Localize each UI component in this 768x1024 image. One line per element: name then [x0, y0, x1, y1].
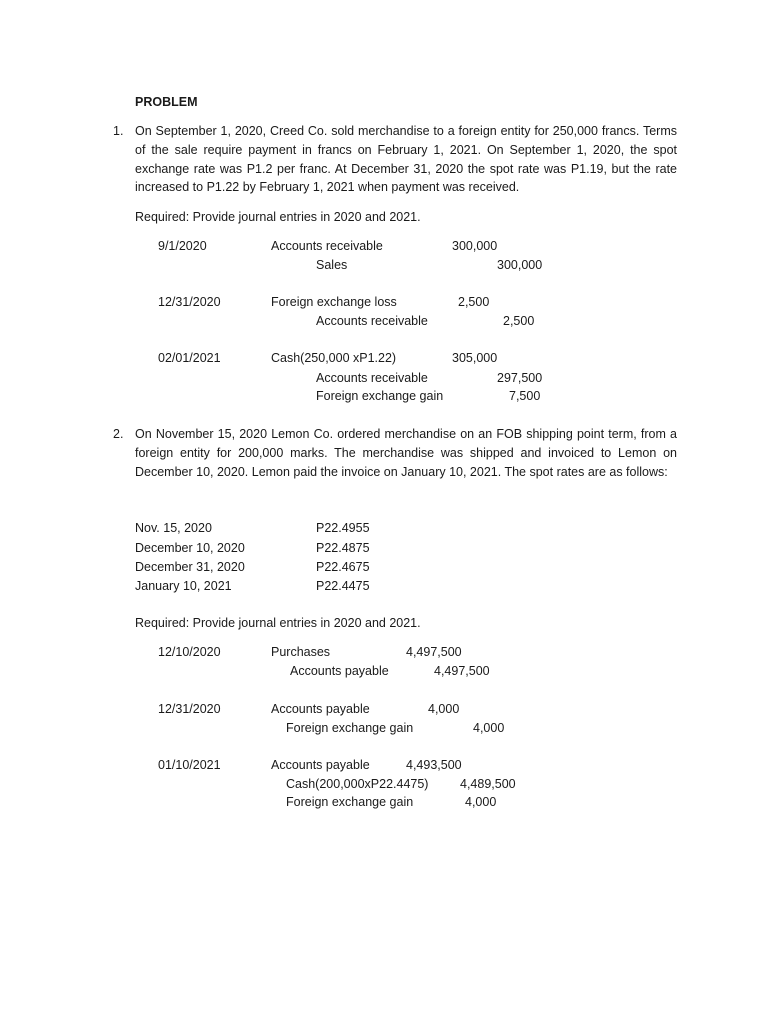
- entry-account: Cash(250,000 xP1.22): [271, 351, 397, 365]
- entry-debit: 4,497,500: [406, 645, 462, 659]
- problem-2-required: Required: Provide journal entries in 2020 and 2021.: [135, 616, 421, 630]
- problem-2-line: On November 15, 2020 Lemon Co. ordered merchandise on an FOB shipping point term, from a: [135, 427, 677, 441]
- entry-account: Foreign exchange gain: [316, 389, 444, 403]
- entry-credit: 4,000: [473, 721, 505, 735]
- document-title: PROBLEM: [135, 95, 198, 109]
- entry-credit: 300,000: [497, 258, 543, 272]
- entry-account: Accounts payable: [290, 664, 389, 678]
- entry-account: Purchases: [271, 645, 331, 659]
- problem-2-line: foreign entity for 200,000 marks. The merchandise was shipped and invoiced to Lemon on: [135, 445, 677, 460]
- entry-credit: 4,000: [465, 795, 497, 809]
- entry-account: Accounts payable: [271, 702, 370, 716]
- entry-account: Foreign exchange gain: [286, 795, 414, 809]
- entry-account: Sales: [316, 258, 348, 272]
- rate-value: P22.4475: [316, 579, 370, 593]
- entry-account: Accounts receivable: [316, 371, 428, 385]
- entry-credit: 4,489,500: [460, 777, 516, 791]
- rate-value: P22.4955: [316, 521, 370, 535]
- entry-debit: 4,000: [428, 702, 460, 716]
- entry-credit: 7,500: [509, 389, 541, 403]
- problem-2-number: 2.: [113, 427, 124, 441]
- entry-credit: 2,500: [503, 314, 535, 328]
- problem-1-line: On September 1, 2020, Creed Co. sold merchandise to a foreign entity for 250,000 francs. Terms: [135, 124, 677, 138]
- rate-date: Nov. 15, 2020: [135, 521, 212, 535]
- entry-account: Accounts receivable: [316, 314, 428, 328]
- entry-account: Cash(200,000xP22.4475): [286, 777, 429, 791]
- problem-1-text: [135, 122, 677, 197]
- entry-debit: 305,000: [452, 351, 498, 365]
- entry-debit: 300,000: [452, 239, 498, 253]
- entry-date: 12/31/2020: [158, 702, 221, 716]
- entry-account: Foreign exchange gain: [286, 721, 414, 735]
- entry-account: Foreign exchange loss: [271, 295, 397, 309]
- problem-1-required: Required: Provide journal entries in 2020 and 2021.: [135, 210, 421, 224]
- rate-date: January 10, 2021: [135, 579, 232, 593]
- rate-date: December 31, 2020: [135, 560, 245, 574]
- problem-1-line: of the sale require payment in francs on February 1, 2021. On September 1, 2020, the spot: [135, 142, 677, 157]
- entry-date: 12/10/2020: [158, 645, 221, 659]
- entry-date: 02/01/2021: [158, 351, 221, 365]
- problem-1-line: exchange rate was P1.2 per franc. At December 31, 2020 the spot rate was P1.19, but the rate: [135, 161, 677, 176]
- entry-debit: 2,500: [458, 295, 490, 309]
- rate-value: P22.4875: [316, 541, 370, 555]
- entry-date: 12/31/2020: [158, 295, 221, 309]
- entry-account: Accounts receivable: [271, 239, 383, 253]
- entry-account: Accounts payable: [271, 758, 370, 772]
- problem-1-number: 1.: [113, 124, 124, 138]
- entry-debit: 4,493,500: [406, 758, 462, 772]
- problem-2-text: [135, 425, 677, 481]
- entry-date: 01/10/2021: [158, 758, 221, 772]
- rate-date: December 10, 2020: [135, 541, 245, 555]
- entry-date: 9/1/2020: [158, 239, 207, 253]
- problem-1-line: increased to P1.22 by February 1, 2021 when payment was received.: [135, 180, 520, 195]
- rate-value: P22.4675: [316, 560, 370, 574]
- entry-credit: 297,500: [497, 371, 543, 385]
- entry-credit: 4,497,500: [434, 664, 490, 678]
- problem-2-line: December 10, 2020. Lemon paid the invoice on January 10, 2021. The spot rates are as follows:: [135, 464, 668, 479]
